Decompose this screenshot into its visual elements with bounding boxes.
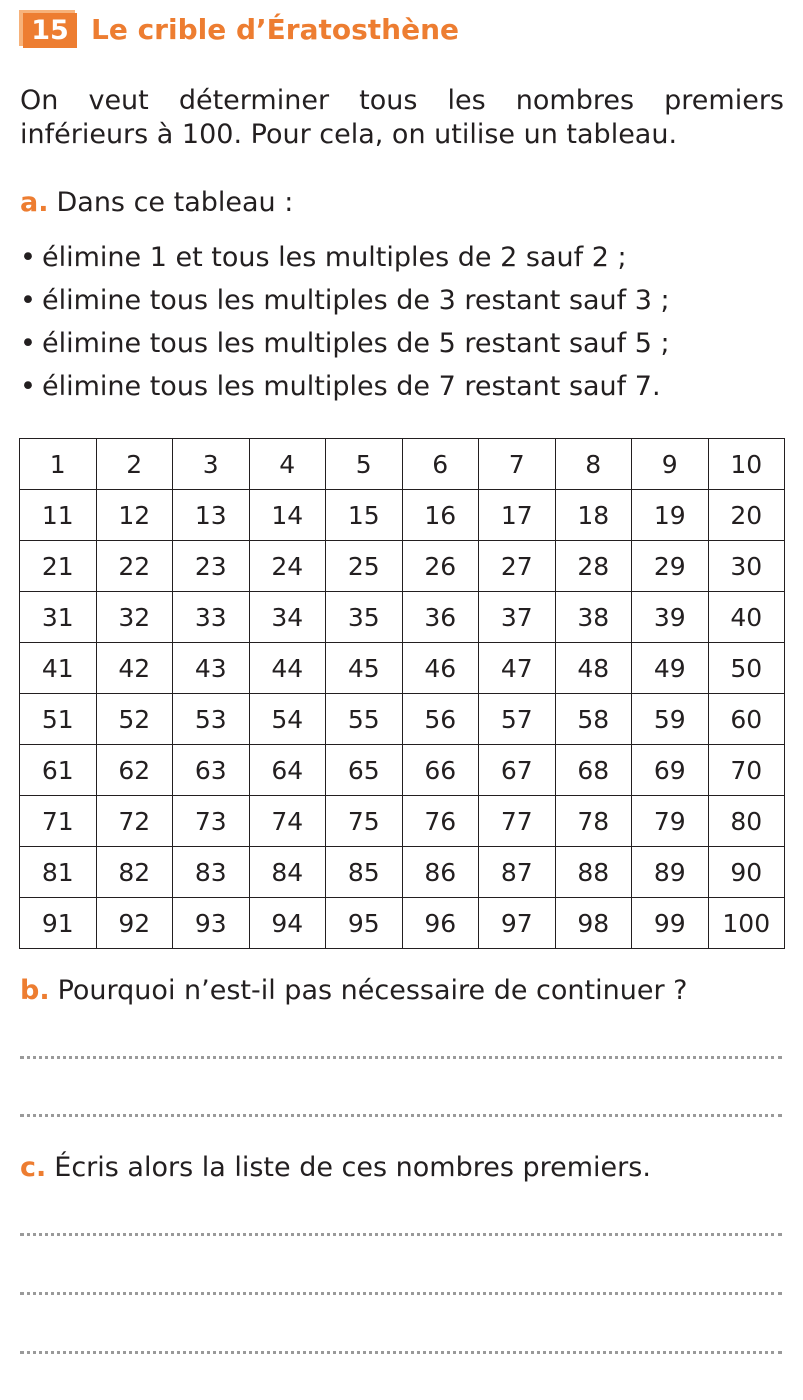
answer-line[interactable]	[20, 1056, 782, 1059]
table-cell: 39	[632, 592, 709, 643]
table-row	[20, 796, 785, 847]
table-cell: 11	[20, 490, 97, 541]
table-cell: 37	[479, 592, 556, 643]
table-cell: 22	[96, 541, 173, 592]
answer-line[interactable]	[20, 1351, 782, 1354]
table-cell: 84	[249, 847, 326, 898]
table-cell: 46	[402, 643, 479, 694]
table-cell: 55	[326, 694, 403, 745]
table-cell: 57	[479, 694, 556, 745]
table-cell: 96	[402, 898, 479, 949]
table-cell: 93	[173, 898, 250, 949]
table-cell: 26	[402, 541, 479, 592]
table-cell: 51	[20, 694, 97, 745]
table-cell: 35	[326, 592, 403, 643]
table-cell: 70	[708, 745, 785, 796]
table-cell: 28	[555, 541, 632, 592]
table-cell: 76	[402, 796, 479, 847]
table-cell: 78	[555, 796, 632, 847]
question-b-letter: b.	[20, 975, 50, 1006]
instruction-list	[20, 236, 670, 408]
table-row	[20, 898, 785, 949]
table-cell: 87	[479, 847, 556, 898]
table-cell: 14	[249, 490, 326, 541]
table-cell: 63	[173, 745, 250, 796]
table-cell: 92	[96, 898, 173, 949]
table-cell: 83	[173, 847, 250, 898]
table-cell: 43	[173, 643, 250, 694]
table-cell: 27	[479, 541, 556, 592]
question-a-letter: a.	[20, 187, 49, 218]
table-cell: 4	[249, 439, 326, 490]
table-cell: 1	[20, 439, 97, 490]
table-cell: 72	[96, 796, 173, 847]
table-cell: 18	[555, 490, 632, 541]
table-cell: 66	[402, 745, 479, 796]
table-cell: 25	[326, 541, 403, 592]
table-cell: 31	[20, 592, 97, 643]
table-cell: 52	[96, 694, 173, 745]
table-cell: 36	[402, 592, 479, 643]
table-cell: 53	[173, 694, 250, 745]
exercise-intro: On veut déterminer tous les nombres premiers inférieurs à 100. Pour cela, on utilise un tableau.	[20, 85, 784, 150]
table-cell: 44	[249, 643, 326, 694]
table-cell: 24	[249, 541, 326, 592]
table-row	[20, 490, 785, 541]
instruction-item: • élimine tous les multiples de 5 restant sauf 5 ;	[20, 328, 670, 359]
table-cell: 13	[173, 490, 250, 541]
instruction-item: • élimine 1 et tous les multiples de 2 sauf 2 ;	[20, 242, 627, 273]
table-cell: 16	[402, 490, 479, 541]
table-cell: 71	[20, 796, 97, 847]
table-row	[20, 541, 785, 592]
table-row	[20, 694, 785, 745]
table-cell: 42	[96, 643, 173, 694]
question-a-text: Dans ce tableau :	[56, 187, 294, 218]
table-cell: 58	[555, 694, 632, 745]
table-cell: 75	[326, 796, 403, 847]
table-cell: 65	[326, 745, 403, 796]
table-row	[20, 439, 785, 490]
question-b	[20, 974, 687, 1008]
table-cell: 38	[555, 592, 632, 643]
table-cell: 68	[555, 745, 632, 796]
table-cell: 6	[402, 439, 479, 490]
table-row	[20, 745, 785, 796]
answer-line[interactable]	[20, 1114, 782, 1117]
table-cell: 3	[173, 439, 250, 490]
table-cell: 97	[479, 898, 556, 949]
question-c-letter: c.	[20, 1152, 47, 1183]
table-cell: 54	[249, 694, 326, 745]
instruction-item: • élimine tous les multiples de 3 restant sauf 3 ;	[20, 285, 670, 316]
table-cell: 95	[326, 898, 403, 949]
table-cell: 90	[708, 847, 785, 898]
table-cell: 98	[555, 898, 632, 949]
table-cell: 69	[632, 745, 709, 796]
exercise-number-badge	[19, 10, 77, 48]
table-cell: 9	[632, 439, 709, 490]
question-c-text: Écris alors la liste de ces nombres premiers.	[54, 1152, 651, 1183]
table-cell: 81	[20, 847, 97, 898]
table-cell: 32	[96, 592, 173, 643]
table-cell: 79	[632, 796, 709, 847]
table-cell: 12	[96, 490, 173, 541]
table-cell: 59	[632, 694, 709, 745]
exercise-title: Le crible d’Ératosthène	[91, 13, 459, 46]
table-cell: 89	[632, 847, 709, 898]
table-cell: 5	[326, 439, 403, 490]
answer-line[interactable]	[20, 1292, 782, 1295]
table-cell: 30	[708, 541, 785, 592]
table-cell: 94	[249, 898, 326, 949]
table-cell: 41	[20, 643, 97, 694]
table-cell: 2	[96, 439, 173, 490]
table-cell: 20	[708, 490, 785, 541]
table-cell: 17	[479, 490, 556, 541]
table-cell: 85	[326, 847, 403, 898]
table-cell: 91	[20, 898, 97, 949]
table-cell: 15	[326, 490, 403, 541]
table-cell: 34	[249, 592, 326, 643]
table-cell: 56	[402, 694, 479, 745]
table-cell: 21	[20, 541, 97, 592]
table-cell: 60	[708, 694, 785, 745]
sieve-table	[19, 438, 785, 949]
table-cell: 23	[173, 541, 250, 592]
question-a	[20, 186, 293, 220]
table-cell: 74	[249, 796, 326, 847]
table-cell: 29	[632, 541, 709, 592]
table-cell: 82	[96, 847, 173, 898]
table-cell: 73	[173, 796, 250, 847]
table-cell: 19	[632, 490, 709, 541]
table-cell: 48	[555, 643, 632, 694]
table-cell: 100	[708, 898, 785, 949]
table-cell: 45	[326, 643, 403, 694]
table-cell: 61	[20, 745, 97, 796]
table-cell: 49	[632, 643, 709, 694]
table-cell: 80	[708, 796, 785, 847]
table-cell: 8	[555, 439, 632, 490]
table-cell: 77	[479, 796, 556, 847]
table-cell: 62	[96, 745, 173, 796]
table-cell: 64	[249, 745, 326, 796]
table-cell: 88	[555, 847, 632, 898]
table-cell: 10	[708, 439, 785, 490]
table-cell: 33	[173, 592, 250, 643]
table-row	[20, 643, 785, 694]
question-c	[20, 1151, 651, 1185]
table-row	[20, 847, 785, 898]
table-cell: 86	[402, 847, 479, 898]
instruction-item: • élimine tous les multiples de 7 restant sauf 7.	[20, 371, 661, 402]
table-cell: 99	[632, 898, 709, 949]
question-b-text: Pourquoi n’est-il pas nécessaire de continuer ?	[57, 975, 688, 1006]
table-row	[20, 592, 785, 643]
exercise-number: 15	[23, 13, 77, 48]
table-cell: 47	[479, 643, 556, 694]
table-cell: 7	[479, 439, 556, 490]
answer-line[interactable]	[20, 1233, 782, 1236]
table-cell: 67	[479, 745, 556, 796]
table-cell: 40	[708, 592, 785, 643]
table-cell: 50	[708, 643, 785, 694]
